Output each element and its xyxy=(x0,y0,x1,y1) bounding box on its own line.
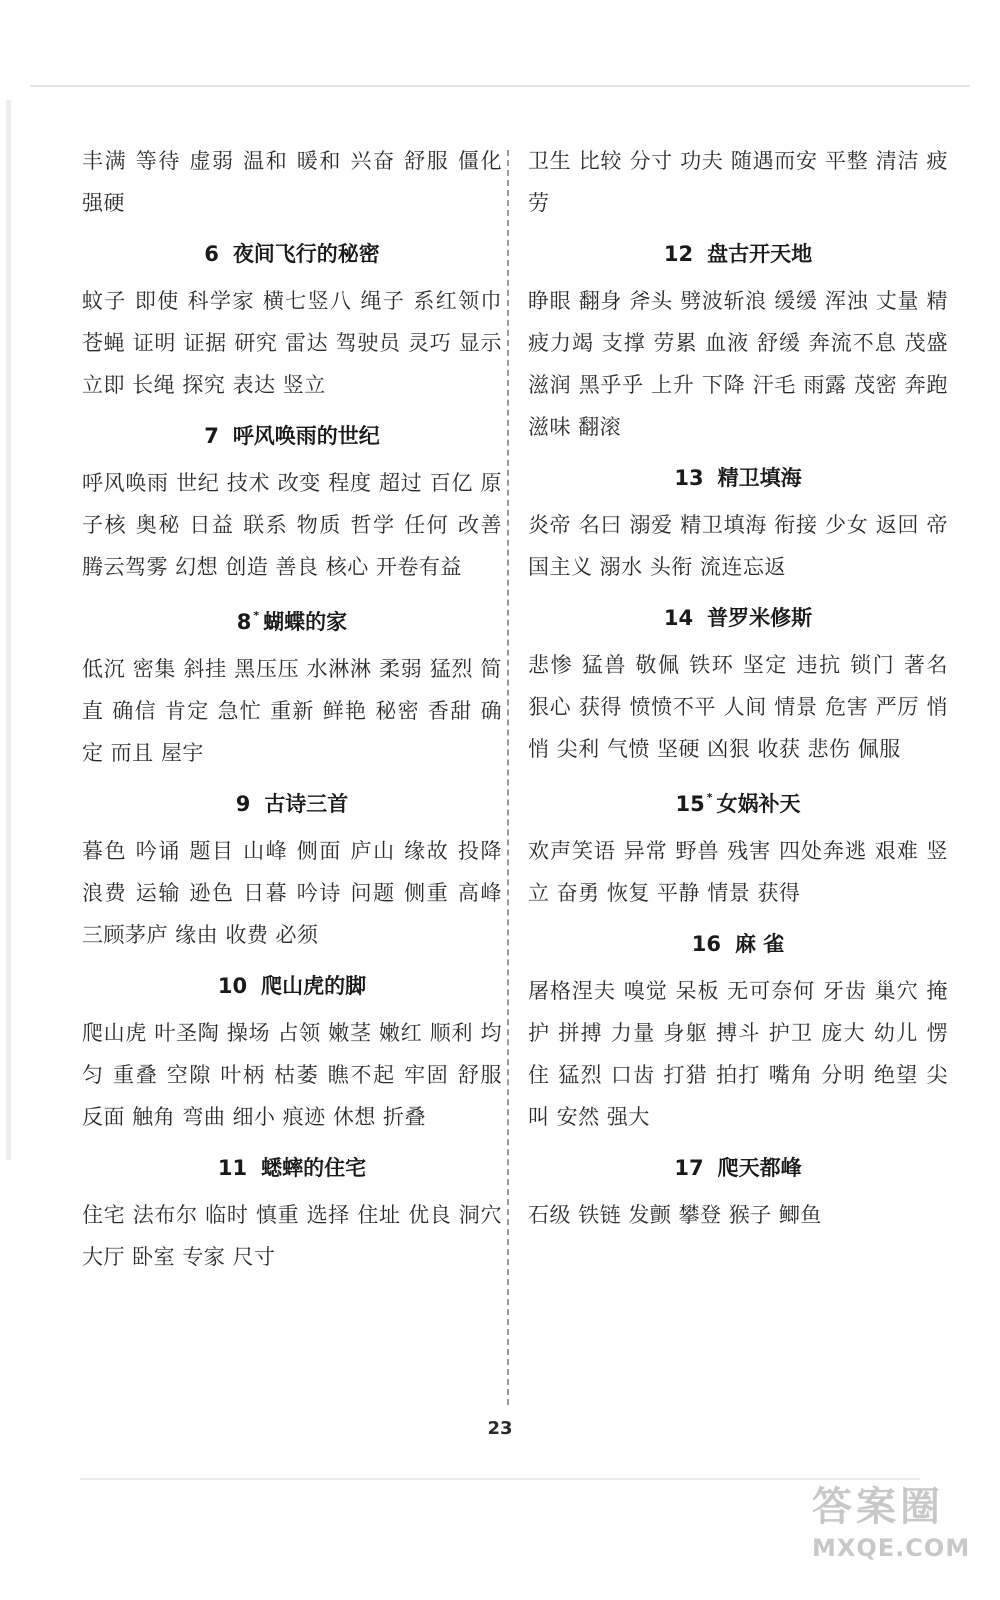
lesson-number: 11 xyxy=(217,1156,248,1180)
watermark-logo: 答案圈 xyxy=(812,1484,944,1530)
word-list: 暮色 吟诵 题目 山峰 侧面 庐山 缘故 投降 浪费 运输 逊色 日暮 吟诗 问题 侧重 高峰 三顾茅庐 缘由 收费 必须 xyxy=(82,839,502,947)
lesson-title: 呼风唤雨的世纪 xyxy=(232,424,380,448)
lesson-number: 17 xyxy=(674,1156,704,1180)
lesson-heading xyxy=(528,922,948,966)
column-divider xyxy=(507,150,509,1405)
word-list: 屠格涅夫 嗅觉 呆板 无可奈何 牙齿 巢穴 掩护 拼搏 力量 身躯 搏斗 护卫 庞大 幼儿 愣住 猛烈 口齿 打猎 拍打 嘴角 分明 绝望 尖叫 安然 强大 xyxy=(528,979,948,1129)
lesson-title: 盘古开天地 xyxy=(707,242,813,266)
word-list: 蚊子 即使 科学家 横七竖八 绳子 系红领巾 苍蝇 证明 证据 研究 雷达 驾驶员 灵巧 显示 立即 长绳 探究 表达 竖立 xyxy=(82,289,502,397)
lesson-heading xyxy=(82,964,502,1008)
lesson-heading xyxy=(528,456,948,500)
lesson-title: 爬天都峰 xyxy=(717,1156,802,1180)
lesson-title: 蝴蝶的家 xyxy=(263,610,348,634)
lesson-number: 6 xyxy=(204,242,219,266)
bottom-rule xyxy=(80,1478,920,1480)
lesson-title: 爬山虎的脚 xyxy=(261,974,367,998)
watermark xyxy=(812,1482,982,1582)
scan-edge xyxy=(6,100,11,1160)
page-number: 23 xyxy=(487,1418,513,1439)
lesson-number: 8 xyxy=(236,610,252,634)
lesson-heading xyxy=(82,1146,502,1190)
lesson-number: 12 xyxy=(663,242,694,266)
lesson-title: 夜间飞行的秘密 xyxy=(232,242,380,266)
lesson-heading xyxy=(82,232,502,276)
lesson-heading xyxy=(82,596,502,644)
word-list: 睁眼 翻身 斧头 劈波斩浪 缓缓 浑浊 丈量 精疲力竭 支撑 劳累 血液 舒缓 奔流不息 茂盛 滋润 黑乎乎 上升 下降 汗毛 雨露 茂密 奔跑 滋味 翻滚 xyxy=(528,289,948,439)
lesson-title: 精卫填海 xyxy=(717,466,802,490)
word-list: 卫生 比较 分寸 功夫 随遇而安 平整 清洁 疲劳 xyxy=(528,149,948,215)
lesson-heading xyxy=(528,778,948,826)
word-list: 住宅 法布尔 临时 慎重 选择 住址 优良 洞穴 大厅 卧室 专家 尺寸 xyxy=(82,1203,502,1269)
lesson-number: 16 xyxy=(691,932,721,956)
lesson-title: 蟋蟀的住宅 xyxy=(261,1156,367,1180)
word-list: 欢声笑语 异常 野兽 残害 四处奔逃 艰难 竖立 奋勇 恢复 平静 情景 获得 xyxy=(528,839,948,905)
lesson-heading xyxy=(528,232,948,276)
word-list: 低沉 密集 斜挂 黑压压 水淋淋 柔弱 猛烈 简直 确信 肯定 急忙 重新 鲜艳 秘密 香甜 确定 而且 屋宇 xyxy=(82,657,502,765)
lesson-title: 普罗米修斯 xyxy=(707,606,813,630)
lesson-title: 古诗三首 xyxy=(264,792,349,816)
optional-lesson-mark: * xyxy=(253,609,260,622)
lesson-heading xyxy=(82,782,502,826)
optional-lesson-mark: * xyxy=(706,791,713,804)
lesson-number: 15 xyxy=(675,792,705,816)
top-rule xyxy=(30,85,970,87)
word-list: 悲惨 猛兽 敬佩 铁环 坚定 违抗 锁门 著名 狠心 获得 愤愤不平 人间 情景 危害 严厉 悄悄 尖利 气愤 坚硬 凶狠 收获 悲伤 佩服 xyxy=(528,653,948,761)
word-list: 呼风唤雨 世纪 技术 改变 程度 超过 百亿 原子核 奥秘 日益 联系 物质 哲学 任何 改善 腾云驾雾 幻想 创造 善良 核心 开卷有益 xyxy=(82,471,502,579)
lesson-title: 女娲补天 xyxy=(716,792,801,816)
right-column xyxy=(528,140,948,1236)
lesson-number: 10 xyxy=(217,974,248,998)
word-list: 炎帝 名曰 溺爱 精卫填海 衔接 少女 返回 帝国主义 溺水 头衔 流连忘返 xyxy=(528,513,948,579)
watermark-site: MXQE.COM xyxy=(812,1534,971,1562)
left-column xyxy=(82,140,502,1278)
word-list: 石级 铁链 发颤 攀登 猴子 鲫鱼 xyxy=(528,1203,822,1227)
lesson-heading xyxy=(82,414,502,458)
lesson-title: 麻 雀 xyxy=(734,932,785,956)
lesson-number: 9 xyxy=(235,792,251,816)
lesson-heading xyxy=(528,596,948,640)
word-list: 丰满 等待 虚弱 温和 暖和 兴奋 舒服 僵化 强硬 xyxy=(82,149,502,215)
lesson-heading xyxy=(528,1146,948,1190)
lesson-number: 13 xyxy=(674,466,704,490)
lesson-number: 14 xyxy=(663,606,694,630)
lesson-number: 7 xyxy=(204,424,219,448)
word-list: 爬山虎 叶圣陶 操场 占领 嫩茎 嫩红 顺利 均匀 重叠 空隙 叶柄 枯萎 瞧不起 牢固 舒服 反面 触角 弯曲 细小 痕迹 休想 折叠 xyxy=(82,1021,502,1129)
